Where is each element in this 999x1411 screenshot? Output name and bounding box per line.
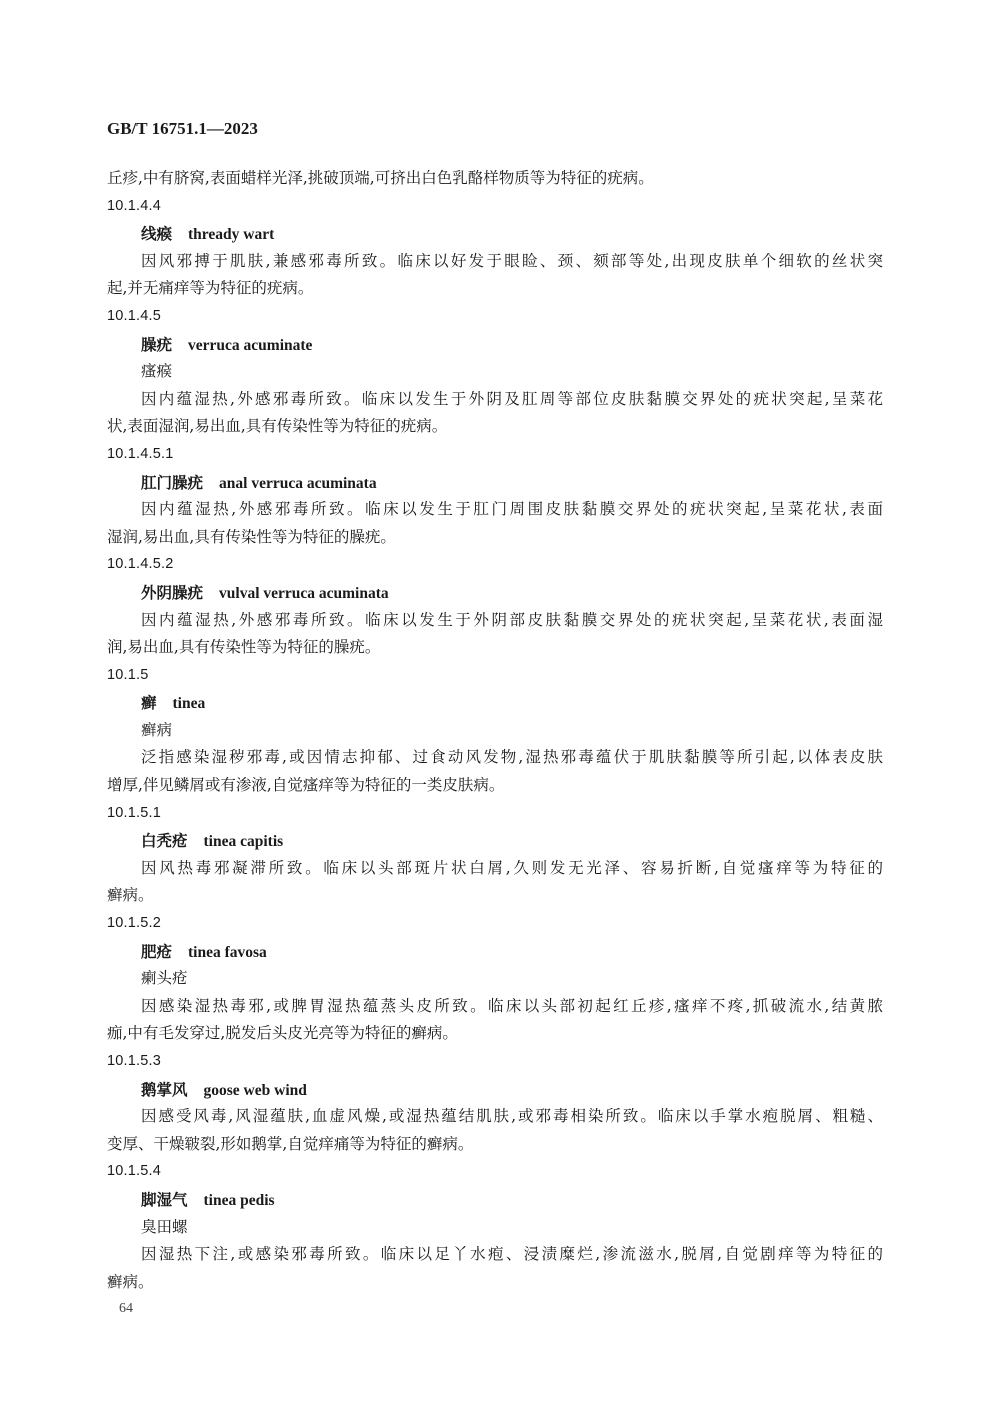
term-heading — [107, 827, 883, 855]
term-chinese: 外阴臊疣 — [141, 582, 204, 602]
term-heading — [107, 579, 883, 607]
term-chinese: 鹅掌风 — [141, 1079, 188, 1099]
definition-line: 癣病。 — [107, 886, 154, 905]
term-chinese: 肥疮 — [141, 941, 173, 961]
term-english: tinea — [172, 695, 206, 713]
definition-line: 因内蕴湿热,外感邪毒所致。临床以发生于外阴部皮肤黏膜交界处的疣状突起,呈菜花状,表面湿 — [141, 610, 883, 629]
page-number: 64 — [119, 1301, 133, 1316]
term-english: anal verruca acuminata — [219, 474, 377, 492]
definition-line: 因风邪搏于肌肤,兼感邪毒所致。临床以好发于眼睑、颈、颏部等处,出现皮肤单个细软的丝状突 — [141, 251, 883, 270]
term-synonym: 癣病 — [141, 720, 173, 739]
term-entry — [107, 1158, 883, 1296]
term-entry — [107, 441, 883, 551]
definition-line: 湿润,易出血,具有传染性等为特征的臊疣。 — [107, 527, 396, 546]
clause-number: 10.1.5.1 — [107, 804, 162, 821]
clause-number: 10.1.5.2 — [107, 915, 162, 932]
definition-line: 增厚,伴见鳞屑或有渗液,自觉瘙痒等为特征的一类皮肤病。 — [107, 776, 505, 795]
clause-number: 10.1.4.4 — [107, 197, 162, 214]
definition-line: 因湿热下注,或感染邪毒所致。临床以足丫水疱、浸渍糜烂,渗流滋水,脱屑,自觉剧痒等为特征的 — [141, 1245, 883, 1264]
term-heading — [107, 469, 883, 497]
definition-line: 癣病。 — [107, 1272, 154, 1291]
definition-line: 泛指感染湿秽邪毒,或因情志抑郁、过食动风发物,湿热邪毒蕴伏于肌肤黏膜等所引起,以体表皮肤 — [141, 748, 883, 767]
term-heading — [107, 220, 883, 248]
term-english: thready wart — [188, 226, 275, 244]
term-chinese: 脚湿气 — [141, 1189, 188, 1209]
term-entry — [107, 551, 883, 661]
definition-line: 因内蕴湿热,外感邪毒所致。临床以发生于外阴及肛周等部位皮肤黏膜交界处的疣状突起,呈菜花 — [141, 389, 883, 408]
term-english: tinea capitis — [203, 833, 284, 851]
term-chinese: 癣 — [141, 693, 157, 713]
term-english: tinea favosa — [188, 943, 267, 961]
term-entry — [107, 800, 883, 910]
clause-number: 10.1.4.5 — [107, 307, 162, 324]
definition-line: 因感受风毒,风湿蕴肤,血虚风燥,或湿热蕴结肌肤,或邪毒相染所致。临床以手掌水疱脱屑、粗糙、 — [141, 1107, 883, 1126]
term-chinese: 线瘊 — [141, 224, 173, 244]
term-english: tinea pedis — [203, 1191, 275, 1209]
term-heading — [107, 689, 883, 717]
term-synonym: 瘌头疮 — [141, 969, 188, 988]
definition-line: 因内蕴湿热,外感邪毒所致。临床以发生于肛门周围皮肤黏膜交界处的疣状突起,呈菜花状,表面 — [141, 500, 883, 519]
definition-line: 润,易出血,具有传染性等为特征的臊疣。 — [107, 638, 381, 657]
clause-number: 10.1.4.5.1 — [107, 445, 174, 462]
definition-line: 变厚、干燥皲裂,形如鹅掌,自觉痒痛等为特征的癣病。 — [107, 1134, 474, 1153]
standard-code-header: GB/T 16751.1—2023 — [107, 119, 258, 138]
term-english: vulval verruca acuminata — [219, 584, 389, 602]
definition-line: 痂,中有毛发穿过,脱发后头皮光亮等为特征的癣病。 — [107, 1024, 458, 1043]
term-entry — [107, 193, 883, 303]
term-entry — [107, 1048, 883, 1158]
term-entry — [107, 303, 883, 441]
term-heading — [107, 1076, 883, 1104]
definition-line: 状,表面湿润,易出血,具有传染性等为特征的疣病。 — [107, 417, 448, 436]
term-entry — [107, 662, 883, 800]
continuation-text: 丘疹,中有脐窝,表面蜡样光泽,挑破顶端,可挤出白色乳酪样物质等为特征的疣病。 — [107, 169, 654, 187]
term-english: verruca acuminate — [188, 336, 313, 354]
term-heading — [107, 1186, 883, 1214]
clause-number: 10.1.5.3 — [107, 1053, 162, 1069]
definition-line: 因风热毒邪凝滞所致。临床以头部斑片状白屑,久则发无光泽、容易折断,自觉瘙痒等为特征的 — [141, 858, 883, 877]
clause-number: 10.1.5 — [107, 666, 149, 683]
document-body — [107, 165, 883, 1296]
term-synonym: 瘙瘊 — [141, 362, 173, 381]
term-chinese: 白秃疮 — [141, 831, 188, 851]
clause-number: 10.1.5.4 — [107, 1163, 162, 1180]
term-entry — [107, 910, 883, 1048]
term-chinese: 臊疣 — [141, 334, 173, 354]
definition-line: 起,并无痛痒等为特征的疣病。 — [107, 279, 314, 298]
clause-number: 10.1.4.5.2 — [107, 556, 174, 573]
term-heading — [107, 331, 883, 359]
term-chinese: 肛门臊疣 — [141, 472, 204, 492]
term-heading — [107, 938, 883, 966]
term-synonym: 臭田螺 — [141, 1217, 188, 1236]
definition-line: 因感染湿热毒邪,或脾胃湿热蕴蒸头皮所致。临床以头部初起红丘疹,瘙痒不疼,抓破流水,结黄脓 — [141, 996, 883, 1015]
term-english: goose web wind — [203, 1081, 307, 1099]
